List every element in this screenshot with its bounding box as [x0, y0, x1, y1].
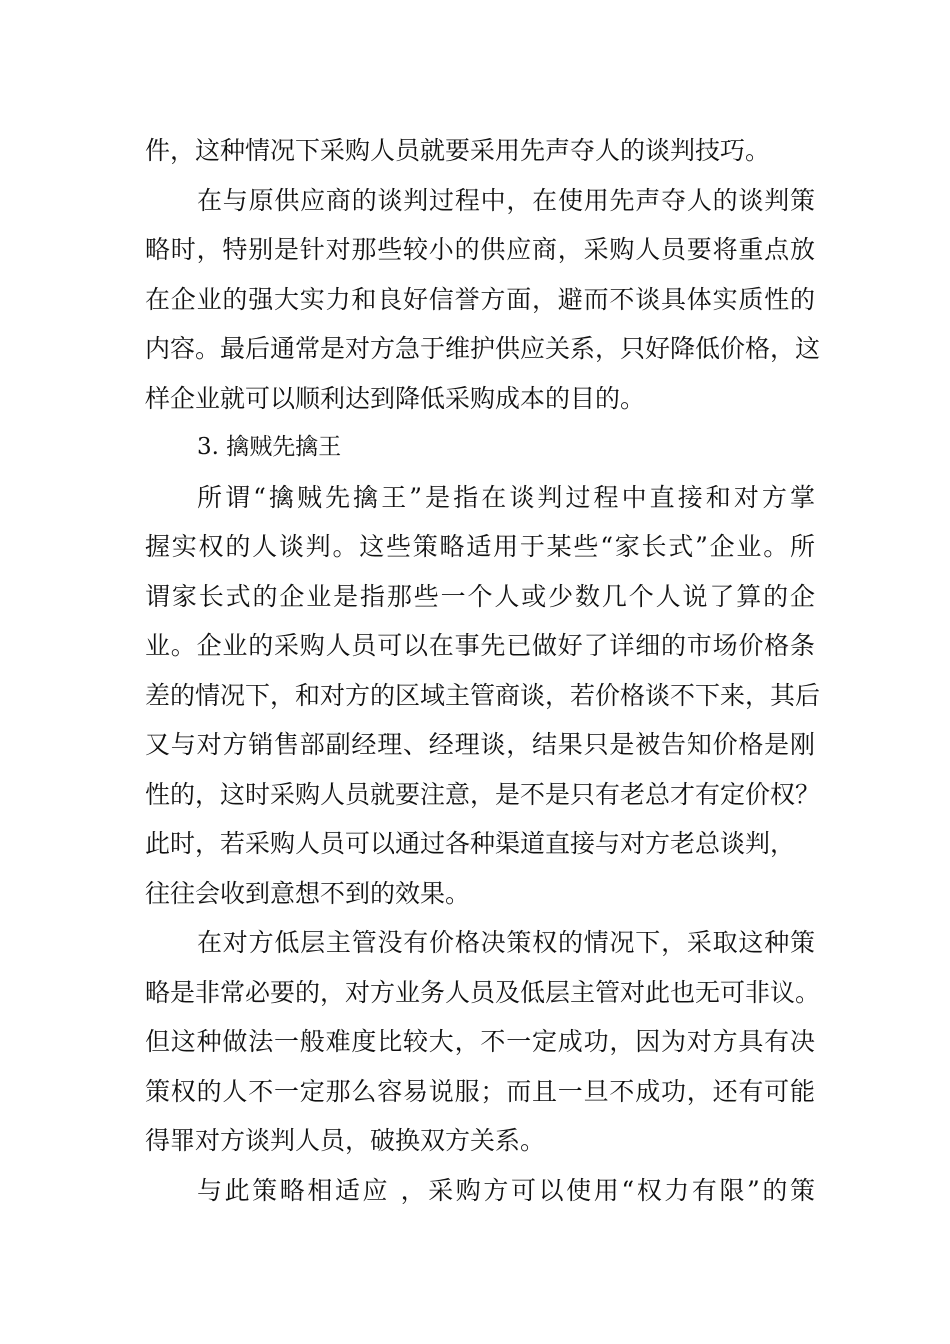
document-body [145, 126, 821, 1215]
section-heading: 3. 擒贼先擒王 [197, 434, 342, 460]
text-line: 在企业的强大实力和良好信誉方面，避而不谈具体实质性的 [145, 284, 815, 314]
text-line: 握实权的人谈判。这些策略适用于某些“家长式”企业。所 [145, 532, 815, 561]
text-line: 但这种做法一般难度比较大，不一定成功，因为对方具有决 [145, 1027, 815, 1056]
text-line: 性的，这时采购人员就要注意，是不是只有老总才有定价权？ [145, 779, 821, 809]
text-line: 件，这种情况下采购人员就要采用先声夺人的谈判技巧。 [145, 136, 771, 165]
text-line: 往往会收到意想不到的效果。 [145, 878, 471, 908]
text-line: 谓家长式的企业是指那些一个人或少数几个人说了算的企 [145, 581, 815, 611]
text-line: 策权的人不一定那么容易说服；而且一旦不成功，还有可能 [145, 1076, 815, 1106]
text-line: 业。企业的采购人员可以在事先已做好了详细的市场价格条 [145, 631, 815, 660]
text-line: 得罪对方谈判人员，破换双方关系。 [145, 1126, 546, 1155]
text-line: 样企业就可以顺利达到降低采购成本的目的。 [145, 383, 646, 413]
text-line: 在与原供应商的谈判过程中，在使用先声夺人的谈判策 [197, 185, 815, 215]
text-line: 又与对方销售部副经理、经理谈，结果只是被告知价格是刚 [145, 730, 815, 759]
text-line: 在对方低层主管没有价格决策权的情况下，采取这种策 [197, 928, 815, 957]
text-line: 内容。最后通常是对方急于维护供应关系，只好降低价格，这 [145, 334, 821, 363]
text-line: 所谓“擒贼先擒王”是指在谈判过程中直接和对方掌 [197, 482, 815, 512]
text-line: 略是非常必要的，对方业务人员及低层主管对此也无可非议。 [145, 977, 821, 1007]
text-line: 与此策略相适应 ，采购方可以使用“权力有限”的策 [197, 1175, 815, 1205]
text-line: 差的情况下，和对方的区域主管商谈，若价格谈不下来，其后 [145, 680, 821, 710]
text-line: 略时，特别是针对那些较小的供应商，采购人员要将重点放 [145, 235, 815, 264]
text-line: 此时，若采购人员可以通过各种渠道直接与对方老总谈判， [145, 829, 796, 858]
